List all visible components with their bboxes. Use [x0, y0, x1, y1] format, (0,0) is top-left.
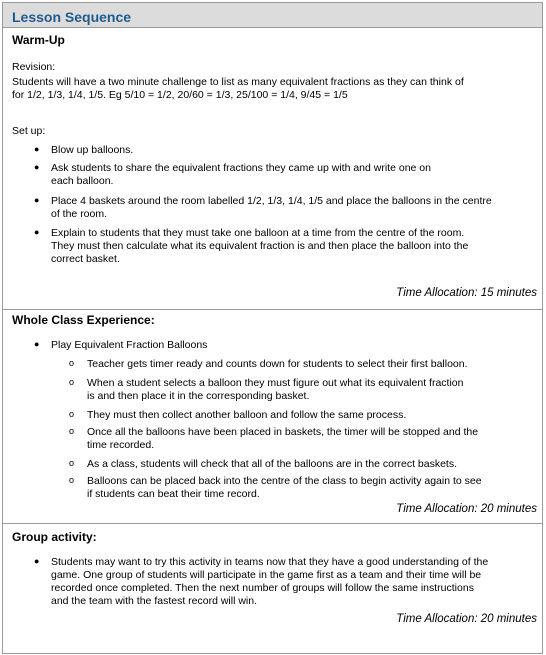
- bullet-icon: ●: [34, 556, 40, 566]
- group-section: [3, 523, 542, 653]
- whole-class-section: [3, 309, 542, 524]
- warmup-title: Warm-Up: [12, 33, 65, 47]
- warmup-section: [3, 28, 542, 310]
- bullet-icon: ●: [34, 144, 40, 154]
- warmup-time-allocation: Time Allocation: 15 minutes: [396, 287, 537, 299]
- group-time-allocation: Time Allocation: 20 minutes: [396, 613, 537, 625]
- whole-class-bullet: Play Equivalent Fraction Balloons: [51, 339, 208, 351]
- sub-bullet-icon: o: [69, 409, 75, 419]
- bullet-icon: ●: [34, 162, 40, 172]
- document-header: [3, 3, 542, 28]
- sub-bullet-2: When a student selects a balloon they must figure out what its equivalent fraction is and then place it in the corresponding basket.: [87, 377, 464, 402]
- sub-bullet-1: Teacher gets timer ready and counts down for students to select their first balloon.: [87, 358, 468, 370]
- page-title: Lesson Sequence: [12, 9, 132, 25]
- setup-bullet-1: Blow up balloons.: [51, 144, 134, 156]
- sub-bullet-icon: o: [69, 426, 75, 436]
- setup-bullet-2: Ask students to share the equivalent fractions they came up with and write one on each balloon.: [51, 162, 431, 187]
- revision-text: Students will have a two minute challenge to list as many equivalent fractions as they can think of for 1/2, 1/3, 1/4, 1/5. Eg 5/10 = 1/2, 20/60 = 1/3, 25/100 = 1/4, 9/45 = 1/5: [12, 76, 464, 101]
- sub-bullet-icon: o: [69, 475, 75, 485]
- bullet-icon: ●: [34, 195, 40, 205]
- revision-label: Revision:: [12, 61, 56, 73]
- sub-bullet-5: As a class, students will check that all of the balloons are in the correct baskets.: [87, 458, 458, 470]
- sub-bullet-icon: o: [69, 358, 75, 368]
- group-bullet: Students may want to try this activity in teams now that they have a good understanding of the game. One group of students will participate in the game first as a team and their time will be recorded once completed. Then the next number of groups will follow the same instructions and the team with the fastest record will win.: [51, 556, 489, 607]
- sub-bullet-icon: o: [69, 377, 75, 387]
- sub-bullet-4: Once all the balloons have been placed in baskets, the timer will be stopped and the time recorded.: [87, 426, 479, 451]
- whole-class-title: Whole Class Experience:: [12, 313, 155, 327]
- setup-bullet-3: Place 4 baskets around the room labelled 1/2, 1/3, 1/4, 1/5 and place the balloons in the centre of the room.: [51, 195, 492, 220]
- lesson-sequence-document: [2, 2, 543, 654]
- bullet-icon: ●: [34, 227, 40, 237]
- sub-bullet-3: They must then collect another balloon and follow the same process.: [87, 409, 407, 421]
- whole-class-time-allocation: Time Allocation: 20 minutes: [396, 503, 537, 515]
- sub-bullet-icon: o: [69, 458, 75, 468]
- bullet-icon: ●: [34, 339, 40, 349]
- setup-label: Set up:: [12, 125, 46, 137]
- setup-bullet-4: Explain to students that they must take one balloon at a time from the centre of the room. They must then calculate what its equivalent fraction is and then place the balloon into the correct basket.: [51, 227, 469, 265]
- sub-bullet-6: Balloons can be placed back into the centre of the class to begin activity again to see if students can beat their time record.: [87, 475, 482, 500]
- group-title: Group activity:: [12, 530, 97, 544]
